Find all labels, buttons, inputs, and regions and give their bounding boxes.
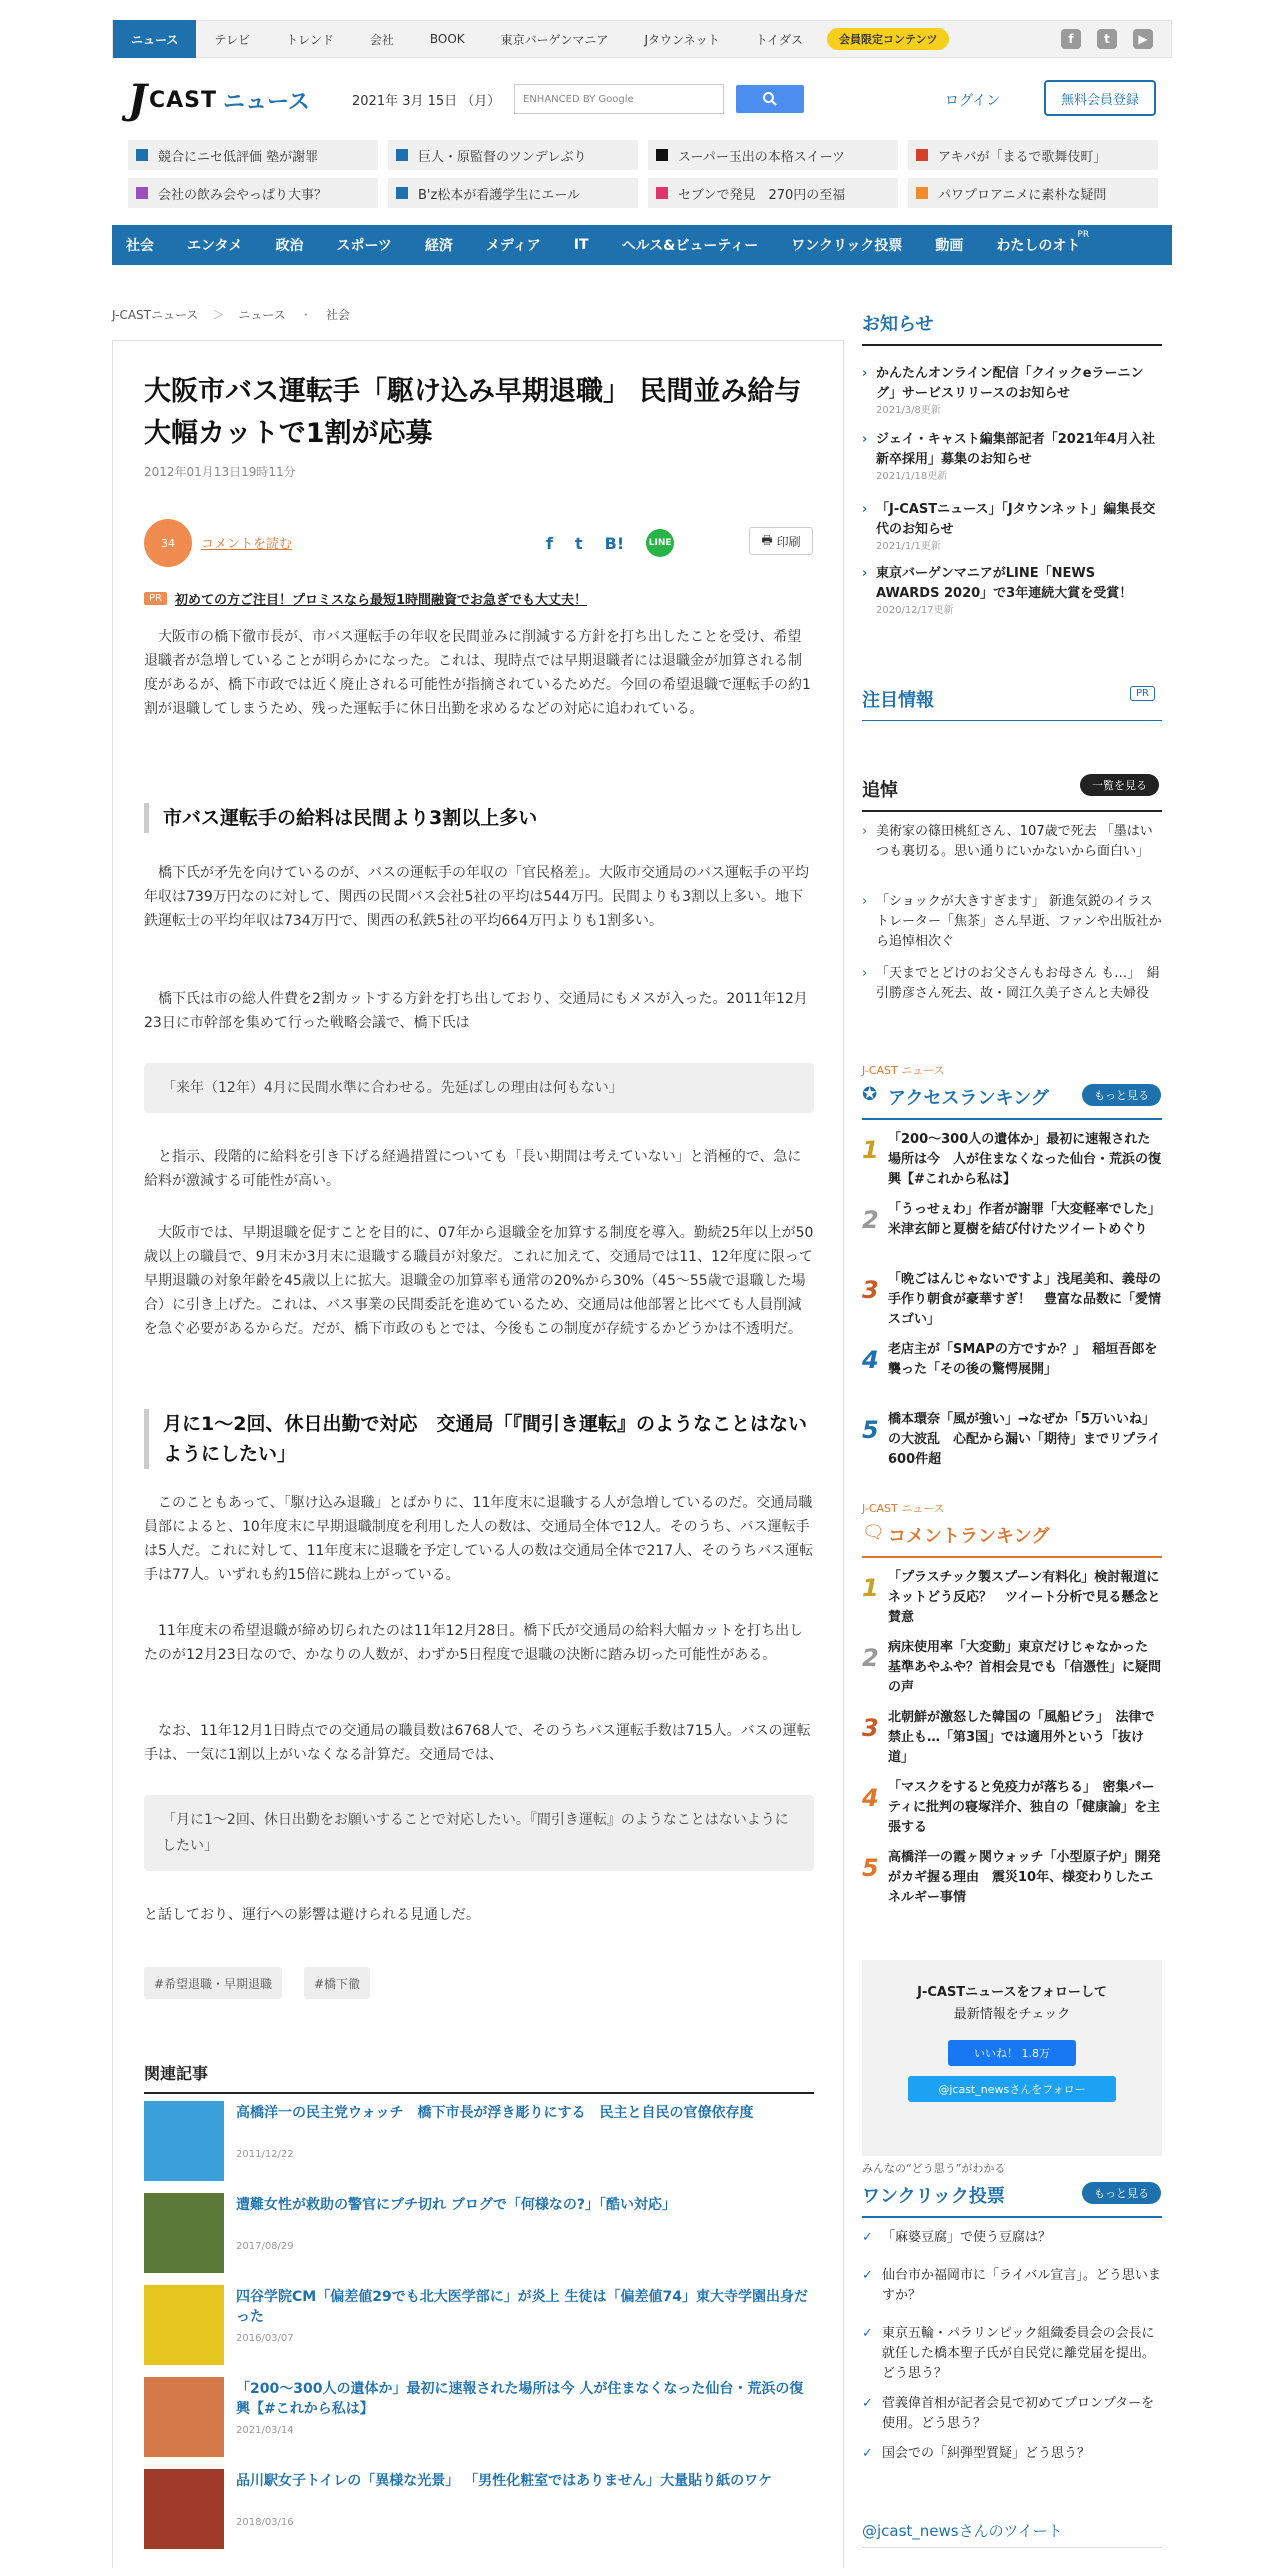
rank-title: 高橋洋一の霞ヶ関ウォッチ「小型原子炉」開発がカギ握る理由 震災10年、様変わりしたエネルギー事情 xyxy=(888,1850,1161,1905)
follow-box xyxy=(862,1960,1162,2156)
access-heading-text: アクセスランキング xyxy=(888,1088,1049,1109)
print-label: 印刷 xyxy=(776,534,801,549)
vote-more-button[interactable]: もっと見る xyxy=(1082,2182,1161,2204)
article-paragraph: 大阪市の橋下徹市長が、市バス運転手の年収を民間並みに削減する方針を打ち出したことを受け、希望退職者が急増していることが明らかになった。これは、現時点では早期退職者には退職金が加算される制度があるが、橋下市政では近く廃止される可能性が指摘されているためだ。今回の希望退職で運転手の約1割が退職してしまうため、残った運転手に休日出勤を求めるなどの対応に追われている。 xyxy=(144,629,811,717)
hot-link-label: パワプロアニメに素朴な疑問 xyxy=(938,187,1107,203)
article-paragraph: このこともあって、「駆け込み退職」とばかりに、11年度末に退職する人が急増しているのだ。交通局職員部によると、10年度末に早期退職制度を利用した人の数は、交通局全体で12人。そのうち、バス運転手は5人だ。これに対して、11年度末に退職を予定している人の数は交通局全体で217人、そのうちバス運転手は77人。いずれも約15倍に跳ね上がっている。 xyxy=(144,1495,814,1583)
rank-title: 病床使用率「大変動」東京だけじゃなかった 基準あやふや？首相会見でも「信憑性」に疑問の声 xyxy=(888,1640,1162,1695)
breadcrumb-news[interactable]: ニュース xyxy=(238,308,286,322)
breadcrumb-society[interactable]: 社会 xyxy=(325,308,350,322)
hot-link-marker xyxy=(656,149,668,161)
twitter-share-icon[interactable]: t xyxy=(574,533,583,553)
article-quote: 「来年（12年）4月に民間水準に合わせる。先延ばしの理由は何もない」 xyxy=(144,1063,814,1113)
comment-link[interactable]: コメントを読む xyxy=(201,537,293,552)
related-thumbnail xyxy=(144,2469,224,2549)
rank-number: 4 xyxy=(862,1784,879,1812)
comment-count-icon[interactable] xyxy=(144,519,192,567)
related-thumbnail xyxy=(144,2101,224,2181)
notice-text: 東京バーゲンマニアがLINE「NEWS AWARDS 2020」で3年連続大賞を受賞！ xyxy=(876,566,1133,601)
topnav-toidas[interactable]: トイダス xyxy=(755,32,804,47)
category-link[interactable]: IT xyxy=(573,237,589,253)
logo-cast: CAST xyxy=(148,87,217,113)
notice-text: 「J-CASTニュース」「Jタウンネット」編集長交代のお知らせ xyxy=(876,502,1156,537)
comments-item[interactable] xyxy=(862,1708,1162,1778)
comments-item[interactable] xyxy=(862,1778,1162,1848)
rank-number: 5 xyxy=(862,1854,879,1882)
speech-bubble-icon: 🗨 xyxy=(862,1522,885,1543)
twitter-follow-button[interactable]: @jcast_newsさんをフォロー xyxy=(908,2076,1116,2102)
printer-icon: 🖶 xyxy=(761,532,773,547)
article-paragraph: 大阪市では、早期退職を促すことを目的に、07年から退職金を加算する制度を導入。勤続25年以上が50歳以上の職員で、9月末か3月末に退職する職員が対象だ。これに加えて、交通局では11、12年度に限って早期退職の対象年齢を45歳以上に拡大。退職金の加算率も通常の20%から30%（45～55歳で退職した場合）に引き上げた。これは、バス事業の民間委託を進めているため、交通局は他部署と比べても人員削減を急ぐ必要があるからだ。だが、橋下市政のもとでは、今後もこの制度が存続するかどうかは不透明だ。 xyxy=(144,1225,814,1337)
topnav-tv[interactable]: テレビ xyxy=(214,32,251,47)
rank-number: 2 xyxy=(862,1206,879,1234)
category-link[interactable]: ワンクリック投票 xyxy=(791,238,903,254)
attention-heading xyxy=(862,686,1162,721)
related-date: 2016/03/07 xyxy=(236,2333,294,2344)
article-paragraph: 11年度末の希望退職が締め切られたのは11年12月28日。橋下氏が交通局の給料大幅カットを打ち出したのが12月23日なので、かなりの人数が、わずか5日程度で退職の決断に踏み切った可能性がある。 xyxy=(144,1623,804,1663)
related-item[interactable] xyxy=(144,2101,814,2181)
comment-small-label: J-CAST ニュース xyxy=(862,1502,945,1515)
breadcrumb-home[interactable]: J-CASTニュース xyxy=(112,308,199,322)
access-item[interactable] xyxy=(862,1340,1162,1410)
hot-link-marker xyxy=(136,149,148,161)
hot-links xyxy=(128,140,1158,208)
logo-j: J xyxy=(128,76,147,123)
access-small-label: J-CAST ニュース xyxy=(862,1064,945,1077)
hot-link[interactable] xyxy=(388,178,638,208)
notice-item[interactable] xyxy=(862,500,1162,554)
topnav-book[interactable]: BOOK xyxy=(429,32,465,46)
related-item[interactable] xyxy=(144,2285,814,2365)
hot-link[interactable] xyxy=(648,140,898,170)
hot-link[interactable] xyxy=(908,140,1158,170)
line-share-icon[interactable]: LINE xyxy=(646,529,674,557)
article-paragraph: 橋下氏が矛先を向けているのが、バスの運転手の年収の「官民格差」。大阪市交通局のバス運転手の平均年収は739万円なのに対して、関西の民間バス会社5社の平均は544万円。民間よりも3割以上多い。地下鉄運転士の平均年収は734万円で、関西の私鉄5社の平均664万円よりも1割多い。 xyxy=(144,865,809,929)
pr-link[interactable]: 初めての方ご注目！プロミスなら最短1時間融資でお急ぎでも大丈夫！ xyxy=(174,593,588,608)
pr-line xyxy=(144,589,587,608)
related-item[interactable] xyxy=(144,2377,814,2457)
rank-number: 1 xyxy=(862,1574,879,1602)
rank-number: 3 xyxy=(862,1714,879,1742)
hot-link-marker xyxy=(656,187,668,199)
vote-small-label: みんなの“どう思う”がわかる xyxy=(862,2162,1006,2175)
article-paragraph: なお、11年12月1日時点での交通局の職員数は6768人で、そのうちバス運転手数は715人。バスの運転手は、一気に1割以上がいなくなる計算だ。交通局では、 xyxy=(144,1723,811,1763)
hot-link-label: セブンで発見 270円の至福 xyxy=(678,187,846,203)
topnav-company[interactable]: 会社 xyxy=(369,32,394,47)
rank-title: 北朝鮮が激怒した韓国の「風船ビラ」 法律で禁止も…「第3国」では適用外という「抜け道」 xyxy=(888,1710,1155,1765)
top-nav xyxy=(112,20,1172,58)
related-thumbnail xyxy=(144,2193,224,2273)
search-icon xyxy=(762,91,778,107)
category-link[interactable]: 社会 xyxy=(126,238,154,254)
attention-pr-badge: PR xyxy=(1130,686,1155,701)
ribbon-icon: ✪ xyxy=(862,1084,878,1105)
hot-link-label: アキバが「まるで歌舞伎町」 xyxy=(938,149,1107,165)
breadcrumb xyxy=(112,306,350,323)
topnav-trend[interactable]: トレンド xyxy=(286,32,334,47)
category-link[interactable]: わたしのオト xyxy=(996,238,1081,254)
share-buttons xyxy=(546,529,674,557)
follow-text-line1: J-CASTニュースをフォローして xyxy=(917,1985,1107,2000)
hatena-bookmark-icon[interactable]: B! xyxy=(604,533,625,553)
hot-link[interactable] xyxy=(908,178,1158,208)
related-title: 品川駅女子トイレの「異様な光景」 「男性化粧室ではありません」大量貼り紙のワケ xyxy=(236,2473,773,2489)
related-item[interactable] xyxy=(144,2469,814,2549)
category-link[interactable]: メディア xyxy=(485,238,541,254)
category-link[interactable]: ヘルス&ビューティー xyxy=(621,238,759,254)
article-paragraph: と話しており、運行への影響は避けられる見通しだ。 xyxy=(144,1907,480,1923)
article-date: 2012年01月13日19時11分 xyxy=(144,465,296,479)
rank-title: 橋本環奈「風が強い」→なぜか「5万いいね」の大波乱 心配から漏い「期待」までリプライ600件超 xyxy=(888,1412,1161,1467)
notice-item[interactable] xyxy=(862,364,1162,418)
breadcrumb-sep: ・ xyxy=(299,308,312,322)
hot-link-label: スーパー玉出の本格スイーツ xyxy=(678,149,845,165)
twitter-icon[interactable]: t xyxy=(1097,29,1117,49)
tag-link[interactable]: #希望退職・早期退職 xyxy=(144,1967,282,1999)
social-links xyxy=(1061,29,1171,49)
vote-item[interactable]: ✓ 東京五輪・パラリンピック組織委員会の会長に就任した橋本聖子氏が自民党に離党届を提出。どう思う？ xyxy=(862,2324,1162,2384)
rank-number: 4 xyxy=(862,1346,879,1374)
login-link[interactable]: ログイン xyxy=(945,93,1001,109)
article-paragraph: 橋下氏は市の総人件費を2割カットする方針を打ち出しており、交通局にもメスが入った。2011年12月23日に市幹部を集めて行った戦略会議で、橋下氏は xyxy=(144,991,808,1031)
register-button[interactable]: 無料会員登録 xyxy=(1044,80,1156,116)
hot-link-marker xyxy=(136,187,148,199)
youtube-icon[interactable]: ▶ xyxy=(1133,29,1153,49)
obit-heading-text: 追悼 xyxy=(862,780,898,801)
rank-title: 「マスクをすると免疫力が落ちる」 密集パーティに批判の寝塚洋介、独自の「健康論」を主張する xyxy=(888,1780,1160,1835)
related-date: 2011/12/22 xyxy=(236,2149,294,2160)
notice-item[interactable] xyxy=(862,564,1162,618)
access-item[interactable] xyxy=(862,1130,1162,1200)
category-link[interactable]: 経済 xyxy=(424,238,453,254)
hot-link[interactable] xyxy=(128,178,378,208)
topnav-news[interactable]: ニュース xyxy=(113,20,196,58)
comments-item[interactable] xyxy=(862,1638,1162,1708)
hot-link-label: 会社の飲み会やっぱり大事？ xyxy=(158,187,328,203)
pr-badge: PR xyxy=(144,592,167,605)
access-item[interactable] xyxy=(862,1270,1162,1340)
obit-item[interactable]: › 「ショックが大きすぎます」 新進気鋭のイラストレーター「焦茶」さん早逝、ファンや出版社から追悼相次ぐ xyxy=(862,892,1162,952)
article-title: 大阪市バス運転手「駆け込み早期退職」 民間並み給与大幅カットで1割が応募 xyxy=(144,376,802,449)
rank-title: 「晩ごはんじゃないですよ」浅尾美和、義母の手作り朝食が豪華すぎ！ 豊富な品数に「愛情スゴい」 xyxy=(888,1272,1162,1327)
access-more-button[interactable]: もっと見る xyxy=(1082,1084,1161,1106)
tweet-heading: @jcast_newsさんのツイート xyxy=(862,2520,1162,2548)
notice-date: 2021/1/1更新 xyxy=(876,541,941,552)
follow-text xyxy=(862,1982,1162,2026)
category-link[interactable]: スポーツ xyxy=(336,238,392,254)
hot-link[interactable] xyxy=(128,140,378,170)
notice-heading-text: お知らせ xyxy=(862,314,934,335)
hot-link-label: 競合にニセ低評価 塾が謝罪 xyxy=(158,149,319,165)
members-content-button[interactable]: 会員限定コンテンツ xyxy=(827,28,949,50)
facebook-share-icon[interactable]: f xyxy=(546,533,553,553)
notice-heading xyxy=(862,310,1162,346)
related-date: 2017/08/29 xyxy=(236,2241,294,2252)
hot-link[interactable] xyxy=(388,140,638,170)
rank-number: 3 xyxy=(862,1276,879,1304)
vote-heading-text: ワンクリック投票 xyxy=(862,2186,1005,2207)
search-button[interactable] xyxy=(736,85,804,113)
rank-title: 「プラスチック製スプーン有料化」検討報道にネットどう反応？ ツイート分析で見る懸念と賛意 xyxy=(888,1570,1161,1625)
category-link[interactable]: 政治 xyxy=(275,238,304,254)
comments-item[interactable] xyxy=(862,1848,1162,1918)
facebook-icon[interactable]: f xyxy=(1061,29,1081,49)
obit-item[interactable]: › 美術家の篠田桃紅さん、107歳で死去 「墨はいつも裏切る。思い通りにいかないから面白い」 xyxy=(862,822,1162,862)
article-subheading: 月に1～2回、休日出勤で対応 交通局「『間引き運転』のようなことはないようにしたい」 xyxy=(144,1409,814,1469)
obit-item[interactable]: › 「天までとどけのお父さんもお母さん も…」 絹引勝彦さん死去、故・岡江久美子さんと夫婦役 xyxy=(862,964,1162,1004)
article xyxy=(112,340,844,2568)
notice-text: ジェイ・キャスト編集部記者「2021年4月入社新卒採用」募集のお知らせ xyxy=(876,432,1155,467)
notice-item[interactable] xyxy=(862,430,1162,484)
rank-number: 5 xyxy=(862,1416,879,1444)
related-heading: 関連記事 xyxy=(144,2061,814,2094)
category-nav xyxy=(112,225,1172,265)
category-link[interactable]: エンタメ xyxy=(187,238,243,254)
vote-item[interactable]: ✓ 国会での「糾弾型質疑」どう思う？ xyxy=(862,2444,1162,2464)
article-subheading: 市バス運転手の給料は民間より3割以上多い xyxy=(144,803,814,833)
topnav-bargain[interactable]: 東京バーゲンマニア xyxy=(500,32,609,47)
attention-heading-text: 注目情報 xyxy=(862,690,934,711)
related-item[interactable] xyxy=(144,2193,814,2273)
rank-number: 2 xyxy=(862,1644,879,1672)
comment-ranking-heading-text: コメントランキング xyxy=(888,1526,1050,1547)
related-date: 2021/03/14 xyxy=(236,2425,294,2436)
logo-news: ニュース xyxy=(222,89,310,115)
hot-link-label: 巨人・原監督のツンデレぶり xyxy=(418,149,587,165)
tag-link[interactable]: #橋下徹 xyxy=(304,1967,370,1999)
access-item[interactable] xyxy=(862,1410,1162,1480)
notice-text: かんたんオンライン配信「クイックeラーニング」サービスリリースのお知らせ xyxy=(876,366,1144,401)
related-title: 「200～300人の遺体か」最初に速報された場所は今 人が住まなくなった仙台・荒浜の復興【#これから私は】 xyxy=(236,2381,804,2417)
notice-date: 2020/12/17更新 xyxy=(876,605,954,616)
rank-number: 1 xyxy=(862,1136,879,1164)
comment-ranking-heading xyxy=(862,1522,1162,1558)
rank-title: 「200～300人の遺体か」最初に速報された場所は今 人が住まなくなった仙台・荒浜の復興【#これから私は】 xyxy=(888,1132,1162,1187)
related-title: 遭難女性が救助の警官にブチ切れ ブログで「何様なの?」「酷い対応」 xyxy=(236,2197,676,2213)
article-quote: 「月に1～2回、休日出勤をお願いすることで対応したい。『間引き運転』のようなことはないようにしたい」 xyxy=(144,1795,814,1871)
access-item[interactable] xyxy=(862,1200,1168,1270)
notice-date: 2021/3/8更新 xyxy=(876,405,941,416)
article-paragraph: と指示、段階的に給料を引き下げる経過措置についても「長い期間は考えていない」と消極的で、急に給料が激減する可能性が高い。 xyxy=(144,1149,802,1189)
related-title: 四谷学院CM「偏差値29でも北大医学部に」が炎上 生徒は「偏差値74」東大寺学園出身だった xyxy=(236,2289,809,2325)
vote-item[interactable]: ✓ 菅義偉首相が記者会見で初めてプロンプターを使用。どう思う？ xyxy=(862,2394,1162,2434)
related-thumbnail xyxy=(144,2285,224,2365)
notice-date: 2021/1/18更新 xyxy=(876,471,948,482)
hot-link-marker xyxy=(396,187,408,199)
category-pr-badge: PR xyxy=(1077,230,1090,240)
print-button[interactable] xyxy=(749,527,813,555)
comments-item[interactable] xyxy=(862,1568,1162,1638)
related-thumbnail xyxy=(144,2377,224,2457)
comment-count: 34 xyxy=(161,536,175,550)
hot-link-label: B'z松本が看護学生にエール xyxy=(418,187,581,203)
hot-link-marker xyxy=(396,149,408,161)
vote-item[interactable]: ✓ 仙台市か福岡市に「ライバル宣言」。どう思いますか？ xyxy=(862,2266,1162,2306)
hot-link-marker xyxy=(916,187,928,199)
rank-title: 「うっせぇわ」作者が謝罪「大変軽率でした」 米津玄師と夏樹を結び付けたツイートめぐり xyxy=(888,1202,1168,1237)
obit-more-button[interactable]: 一覧を見る xyxy=(1080,774,1159,796)
related-date: 2018/03/16 xyxy=(236,2517,294,2528)
related-title: 高橋洋一の民主党ウォッチ 橋下市長が浮き彫りにする 民主と自民の官僚依存度 xyxy=(236,2105,754,2121)
header-date: 2021年 3月 15日 （月） xyxy=(352,94,501,109)
rank-title: 老店主が「SMAPの方ですか？」 稲垣吾郎を襲った「その後の驚愕展開」 xyxy=(888,1342,1158,1377)
hot-link[interactable] xyxy=(648,178,898,208)
category-link[interactable]: 動画 xyxy=(935,238,964,254)
topnav-jtown[interactable]: Jタウンネット xyxy=(644,32,720,47)
site-logo[interactable] xyxy=(128,76,310,123)
hot-link-marker xyxy=(916,149,928,161)
breadcrumb-sep: ＞ xyxy=(212,308,225,322)
vote-item[interactable]: ✓ 「麻婆豆腐」で使う豆腐は？ xyxy=(862,2228,1162,2248)
facebook-like-button[interactable]: いいね！ 1.8万 xyxy=(948,2040,1076,2066)
search-input[interactable]: ENHANCED BY Google xyxy=(514,84,724,114)
follow-text-line2: 最新情報をチェック xyxy=(953,2007,1071,2022)
